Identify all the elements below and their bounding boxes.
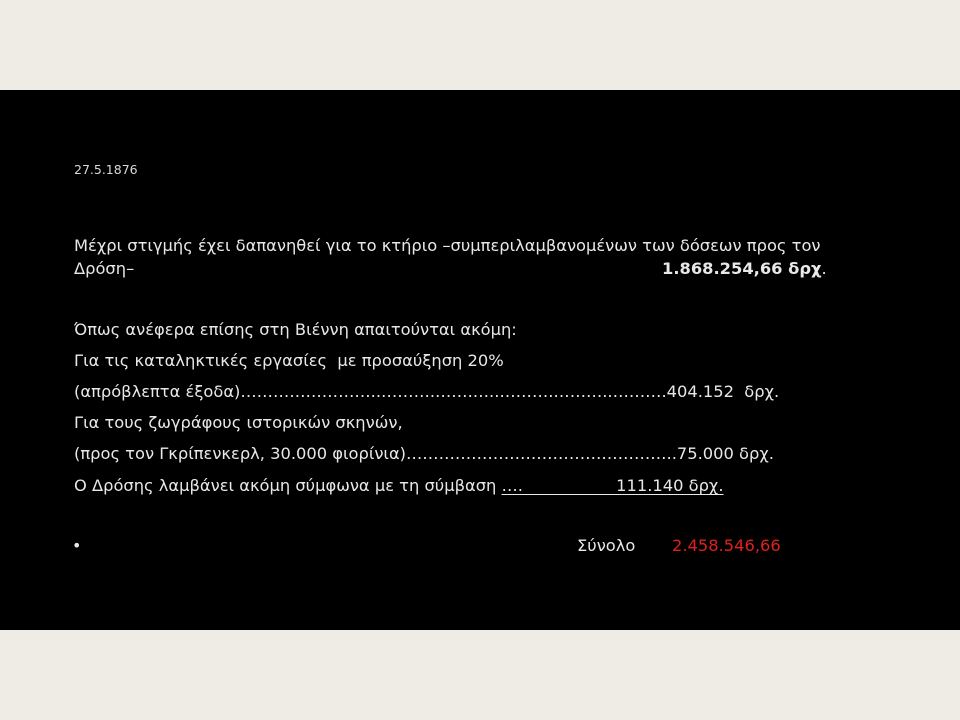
drosis-amount: …. 111.140 δρχ. — [501, 476, 724, 495]
final-works-line-1: Για τις καταληκτικές εργασίες με προσαύξηση 20% — [74, 351, 504, 370]
vienna-intro: Όπως ανέφερα επίσης στη Βιέννη απαιτούνται ακόμη: — [74, 320, 517, 339]
drosis-text: Ο Δρόσης λαμβάνει ακόμη σύμφωνα με τη σύμβαση — [74, 476, 502, 495]
spent-line-2-label: Δρόση– — [74, 259, 135, 278]
date-label: 27.5.1876 — [74, 162, 138, 177]
spent-amount: 1.868.254,66 δρχ — [662, 259, 822, 278]
spent-amount-row — [662, 259, 827, 278]
drosis-line — [74, 476, 724, 495]
painters-line-2: (προς τον Γκρίπενκερλ, 30.000 φιορίνια)…………………………………………..75.000 δρχ. — [74, 444, 774, 463]
presentation-slide — [0, 90, 960, 630]
final-works-line-2: (απρόβλεπτα έξοδα)……………………..……….…….…..……….………..……….404.152 δρχ. — [74, 382, 780, 401]
bullet-point: • — [72, 536, 82, 555]
total-amount: 2.458.546,66 — [672, 536, 781, 555]
painters-line-1: Για τους ζωγράφους ιστορικών σκηνών, — [74, 413, 403, 432]
spent-period: . — [821, 259, 827, 278]
total-label: Σύνολο — [577, 536, 636, 555]
spent-line-1: Μέχρι στιγμής έχει δαπανηθεί για το κτήριο –συμπεριλαμβανομένων των δόσεων προς τον — [74, 236, 821, 255]
